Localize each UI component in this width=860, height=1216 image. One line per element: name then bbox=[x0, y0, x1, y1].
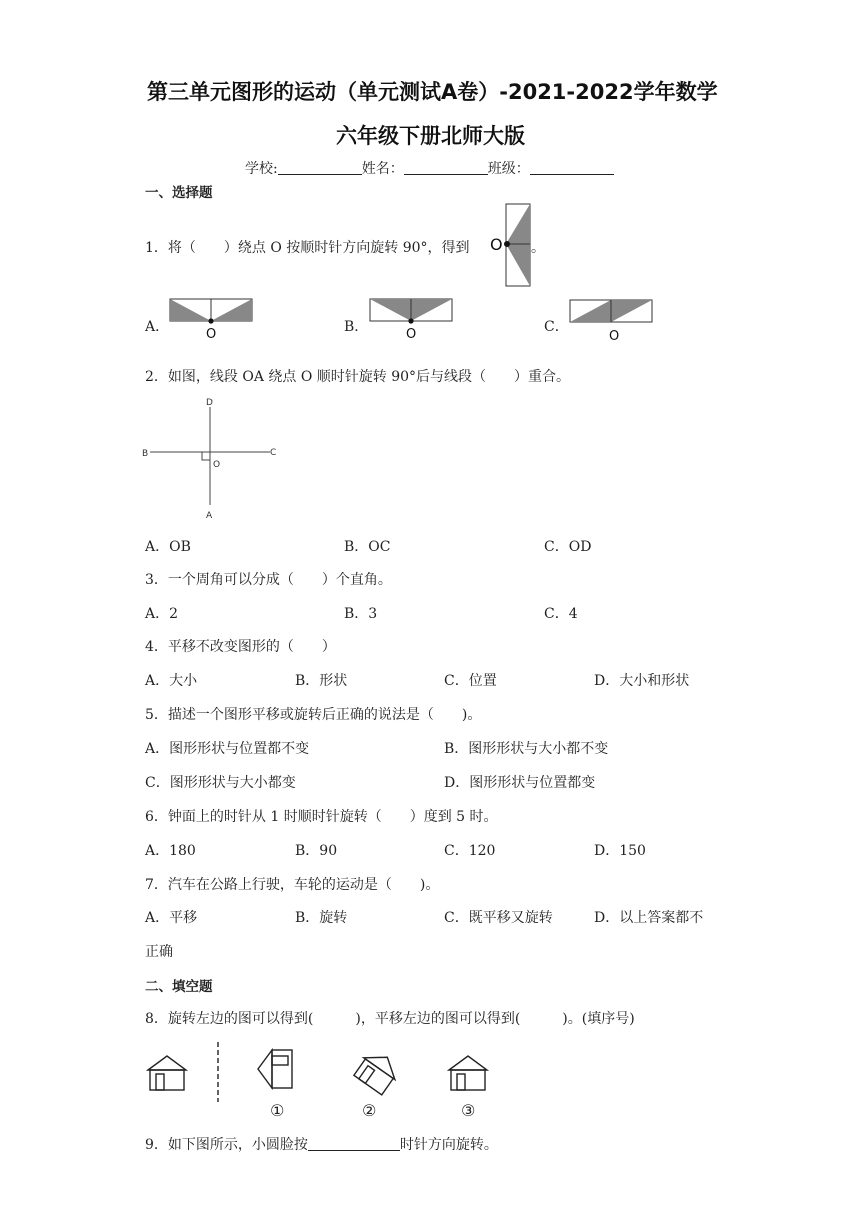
q7-option-b[interactable]: B．旋转 bbox=[295, 910, 348, 926]
section-choice-title: 一、选择题 bbox=[145, 185, 213, 201]
student-info-line bbox=[245, 158, 614, 178]
q2-label-b: B bbox=[142, 449, 149, 459]
q4-option-d[interactable]: D．大小和形状 bbox=[594, 673, 690, 689]
q3-text: 3．一个周角可以分成（ ）个直角。 bbox=[145, 572, 392, 588]
q1-option-c-figure[interactable] bbox=[568, 298, 654, 344]
q7-option-d-continued: 正确 bbox=[145, 944, 173, 960]
class-label: 班级： bbox=[487, 161, 530, 177]
q1-option-c-label[interactable]: C． bbox=[544, 319, 569, 335]
q8-figure-3 bbox=[449, 1056, 487, 1090]
q9-line bbox=[145, 1134, 498, 1154]
page-title-line2: 六年级下册北师大版 bbox=[336, 124, 525, 148]
q7-option-a[interactable]: A．平移 bbox=[145, 910, 198, 926]
q6-option-d[interactable]: D．150 bbox=[594, 843, 646, 859]
q1-a-point-label: O bbox=[206, 327, 217, 341]
q8-original-house bbox=[148, 1056, 186, 1090]
q2-label-o: O bbox=[213, 460, 221, 470]
q4-option-a[interactable]: A．大小 bbox=[145, 673, 198, 689]
q7-option-d[interactable]: D．以上答案都不 bbox=[594, 910, 704, 926]
q3-option-a[interactable]: A．2 bbox=[145, 606, 179, 622]
q8-text: 8．旋转左边的图可以得到( )，平移左边的图可以得到( )。(填序号) bbox=[145, 1011, 635, 1027]
q2-label-d: D bbox=[206, 398, 213, 408]
q8-figures bbox=[140, 1038, 500, 1120]
q6-option-b[interactable]: B．90 bbox=[295, 843, 338, 859]
class-blank bbox=[530, 160, 614, 175]
q2-right-angle-mark bbox=[202, 452, 210, 460]
q6-option-c[interactable]: C．120 bbox=[444, 843, 496, 859]
school-label: 学校: bbox=[245, 161, 278, 177]
q2-label-a: A bbox=[206, 511, 213, 521]
q7-text: 7．汽车在公路上行驶，车轮的运动是（ )。 bbox=[145, 877, 440, 893]
q5-option-a[interactable]: A．图形形状与位置都不变 bbox=[145, 741, 310, 757]
q9-answer-blank[interactable] bbox=[308, 1136, 400, 1151]
q8-figure-1 bbox=[258, 1050, 292, 1088]
q4-option-b[interactable]: B．形状 bbox=[295, 673, 348, 689]
q5-option-d[interactable]: D．图形形状与位置都变 bbox=[444, 775, 596, 791]
q1-center-point bbox=[504, 241, 510, 247]
q9-text-end: 时针方向旋转。 bbox=[399, 1137, 498, 1153]
q1-option-a-label[interactable]: A． bbox=[145, 319, 170, 335]
page-title-line1: 第三单元图形的运动（单元测试A卷）-2021-2022学年数学 bbox=[147, 80, 718, 104]
q6-text: 6．钟面上的时针从 1 时顺时针旋转（ ）度到 5 时。 bbox=[145, 809, 498, 825]
q2-option-a[interactable]: A．OB bbox=[145, 539, 191, 555]
q3-option-c[interactable]: C．4 bbox=[544, 606, 578, 622]
q1-option-b-figure[interactable] bbox=[368, 297, 454, 341]
q2-text: 2．如图，线段 OA 绕点 O 顺时针旋转 90°后与线段（ ）重合。 bbox=[145, 369, 571, 385]
q1-option-b-label[interactable]: B． bbox=[344, 319, 369, 335]
q8-label-2: ② bbox=[362, 1101, 377, 1120]
q1-text-end: 。 bbox=[531, 240, 545, 256]
q3-option-b[interactable]: B．3 bbox=[344, 606, 378, 622]
name-label: 姓名： bbox=[361, 161, 404, 177]
name-blank bbox=[404, 160, 488, 175]
q2-figure bbox=[140, 395, 285, 523]
q4-text: 4．平移不改变图形的（ ） bbox=[145, 639, 336, 655]
q2-option-c[interactable]: C．OD bbox=[544, 539, 592, 555]
q4-option-c[interactable]: C．位置 bbox=[444, 673, 497, 689]
q5-option-c[interactable]: C．图形形状与大小都变 bbox=[145, 775, 296, 791]
section-fill-title: 二、填空题 bbox=[145, 979, 213, 995]
q1-point-label: O bbox=[490, 235, 503, 254]
q8-figure-2 bbox=[352, 1046, 403, 1096]
q5-text: 5．描述一个图形平移或旋转后正确的说法是（ )。 bbox=[145, 707, 482, 723]
q9-text: 9．如下图所示，小圆脸按 bbox=[145, 1137, 308, 1153]
q1-option-a-figure[interactable] bbox=[168, 297, 254, 341]
q5-option-b[interactable]: B．图形形状与大小都不变 bbox=[444, 741, 609, 757]
school-blank bbox=[278, 160, 362, 175]
q1-text: 1．将（ ）绕点 O 按顺时针方向旋转 90°，得到 bbox=[145, 240, 470, 256]
q2-label-c: C bbox=[270, 448, 277, 458]
q1-c-point-label: O bbox=[609, 329, 620, 344]
q1-b-point-label: O bbox=[406, 327, 417, 341]
q8-label-3: ③ bbox=[461, 1101, 476, 1120]
q8-label-1: ① bbox=[270, 1101, 285, 1120]
q6-option-a[interactable]: A．180 bbox=[145, 843, 196, 859]
q2-option-b[interactable]: B．OC bbox=[344, 539, 391, 555]
q7-option-c[interactable]: C．既平移又旋转 bbox=[444, 910, 553, 926]
